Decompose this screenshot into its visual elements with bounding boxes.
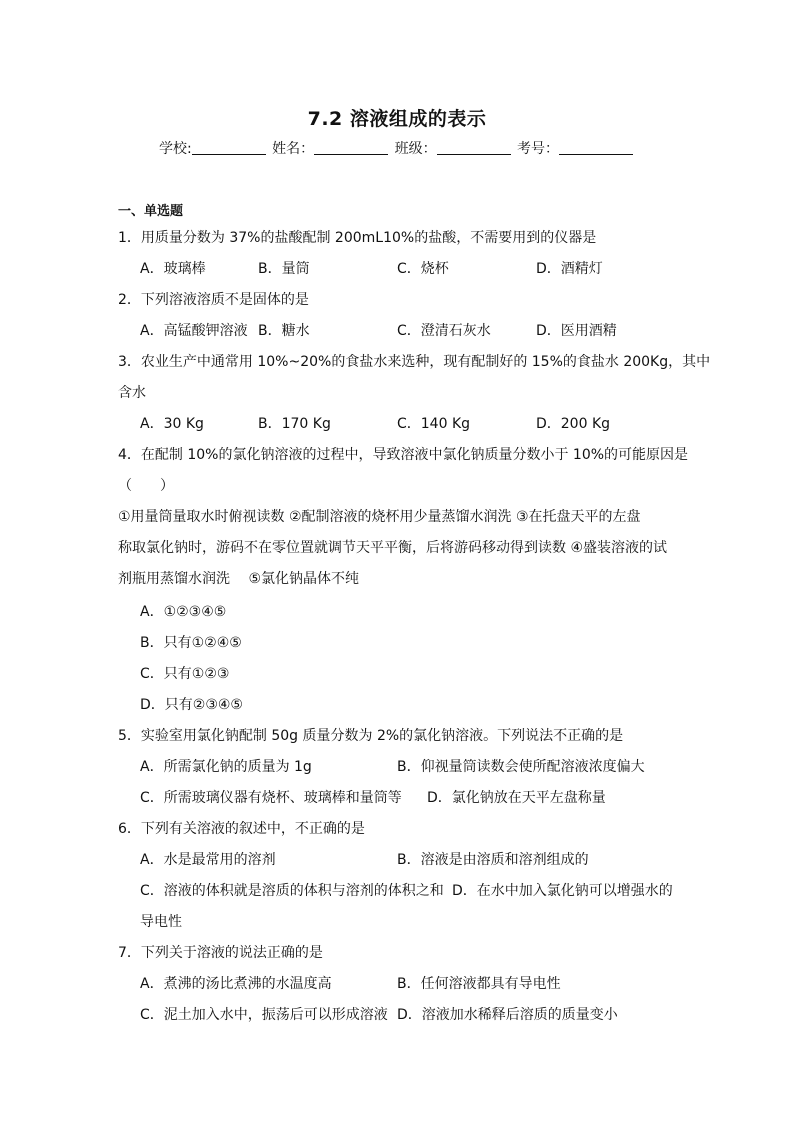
question-2-option-c[interactable]: C．澄清石灰水 <box>397 323 491 339</box>
page-title: 7.2 溶液组成的表示 <box>307 108 487 130</box>
class-blank[interactable] <box>437 140 511 155</box>
question-3-option-b[interactable]: B．170 Kg <box>258 416 331 432</box>
question-4-stem-line-5: 剂瓶用蒸馏水润洗 ⑤氯化钠晶体不纯 <box>118 571 359 587</box>
question-6-option-b[interactable]: B．溶液是由溶质和溶剂组成的 <box>397 852 589 868</box>
name-blank[interactable] <box>314 140 388 155</box>
question-6-option-d[interactable]: D．在水中加入氯化钠可以增强水的 <box>452 883 673 899</box>
question-4-stem-line-3: ①用量筒量取水时俯视读数 ②配制溶液的烧杯用少量蒸馏水润洗 ③在托盘天平的左盘 <box>118 509 641 525</box>
question-4-option-c[interactable]: C．只有①②③ <box>140 666 230 682</box>
school-blank[interactable] <box>192 140 266 155</box>
question-5-option-b[interactable]: B．仰视量筒读数会使所配溶液浓度偏大 <box>397 759 645 775</box>
question-1-option-d[interactable]: D．酒精灯 <box>536 261 603 277</box>
question-2-option-d[interactable]: D．医用酒精 <box>536 323 617 339</box>
section-heading: 一、单选题 <box>118 204 184 219</box>
question-7-stem: 7．下列关于溶液的说法正确的是 <box>118 945 323 961</box>
question-4-stem-line-4: 称取氯化钠时，游码不在零位置就调节天平平衡，后将游码移动得到读数 ④盛装溶液的试 <box>118 540 667 556</box>
question-3-option-d[interactable]: D．200 Kg <box>536 416 611 432</box>
question-2-option-b[interactable]: B．糖水 <box>258 323 310 339</box>
question-6-option-c[interactable]: C．溶液的体积就是溶质的体积与溶剂的体积之和 <box>140 883 444 899</box>
question-6-option-d-continued: 导电性 <box>140 914 182 930</box>
question-4-option-b[interactable]: B．只有①②④⑤ <box>140 635 242 651</box>
number-blank[interactable] <box>559 140 633 155</box>
question-7-option-a[interactable]: A．煮沸的汤比煮沸的水温度高 <box>140 976 332 992</box>
question-1-stem: 1．用质量分数为 37%的盐酸配制 200mL10%的盐酸，不需要用到的仪器是 <box>118 230 597 246</box>
question-3-option-a[interactable]: A．30 Kg <box>140 416 204 432</box>
question-3-stem-line-1: 3．农业生产中通常用 10%~20%的食盐水来选种，现有配制好的 15%的食盐水 200Kg，其中 <box>118 354 711 370</box>
school-label: 学校: <box>158 141 192 157</box>
question-5-option-a[interactable]: A．所需氯化钠的质量为 1g <box>140 759 312 775</box>
question-3-option-c[interactable]: C．140 Kg <box>397 416 471 432</box>
question-5-stem: 5．实验室用氯化钠配制 50g 质量分数为 2%的氯化钠溶液。下列说法不正确的是 <box>118 728 624 744</box>
question-1-option-c[interactable]: C．烧杯 <box>397 261 449 277</box>
question-5-option-c[interactable]: C．所需玻璃仪器有烧杯、玻璃棒和量筒等 <box>140 790 402 806</box>
question-4-stem-line-2: （ ） <box>118 478 174 494</box>
question-7-option-b[interactable]: B．任何溶液都具有导电性 <box>397 976 561 992</box>
class-label: 班级： <box>394 141 437 157</box>
question-4-option-d[interactable]: D．只有②③④⑤ <box>140 697 243 713</box>
question-3-stem-line-2: 含水 <box>118 385 146 401</box>
question-7-option-c[interactable]: C．泥土加入水中，振荡后可以形成溶液 <box>140 1007 388 1023</box>
number-label: 考号： <box>517 141 560 157</box>
question-4-stem-line-1: 4．在配制 10%的氯化钠溶液的过程中，导致溶液中氯化钠质量分数小于 10%的可能原因是 <box>118 447 689 463</box>
student-info-line <box>0 138 794 158</box>
name-label: 姓名： <box>272 141 315 157</box>
question-2-option-a[interactable]: A．高锰酸钾溶液 <box>140 323 248 339</box>
question-6-option-a[interactable]: A．水是最常用的溶剂 <box>140 852 276 868</box>
question-1-option-b[interactable]: B．量筒 <box>258 261 310 277</box>
question-2-stem: 2．下列溶液溶质不是固体的是 <box>118 292 309 308</box>
question-4-option-a[interactable]: A．①②③④⑤ <box>140 604 227 620</box>
question-7-option-d[interactable]: D．溶液加水稀释后溶质的质量变小 <box>397 1007 618 1023</box>
question-6-stem: 6．下列有关溶液的叙述中，不正确的是 <box>118 821 365 837</box>
question-1-option-a[interactable]: A．玻璃棒 <box>140 261 206 277</box>
question-5-option-d[interactable]: D．氯化钠放在天平左盘称量 <box>427 790 606 806</box>
